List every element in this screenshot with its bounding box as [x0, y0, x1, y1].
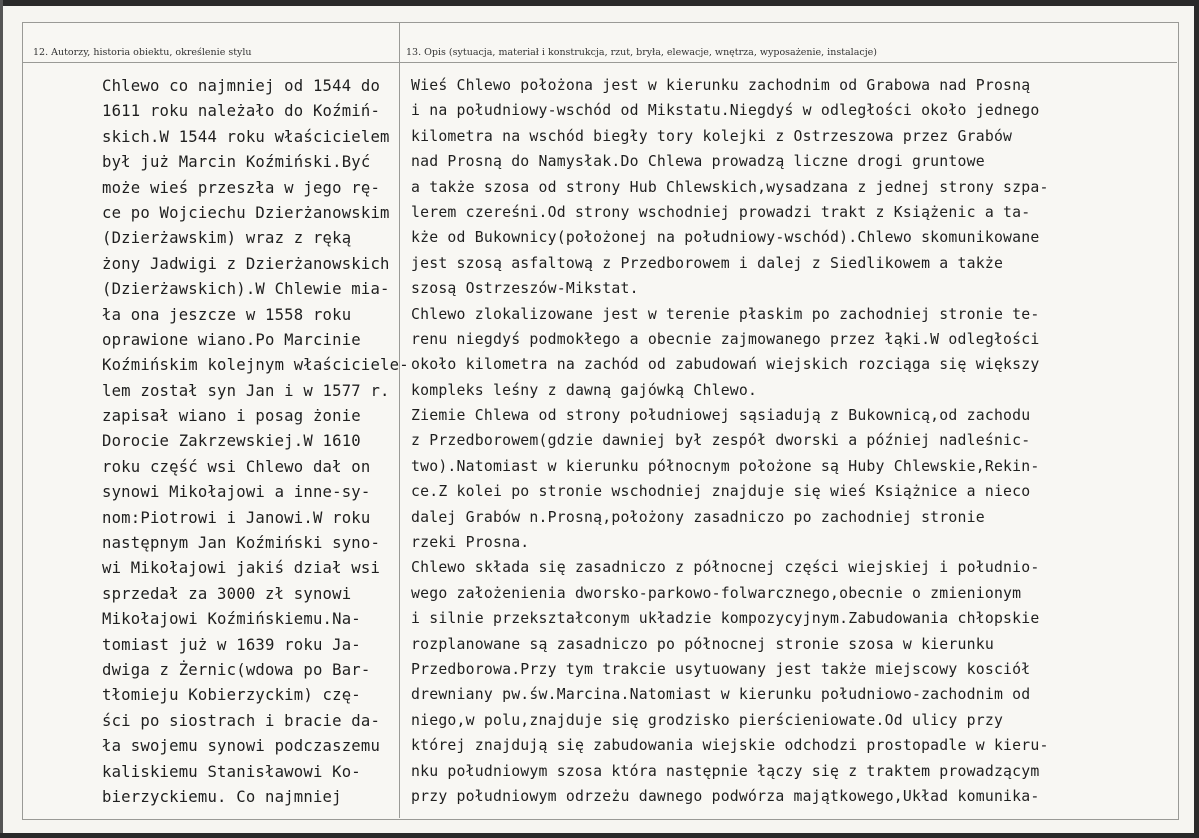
text-line: wi Mikołajowi jakiś dział wsi [102, 559, 381, 578]
text-line: Mikołajowi Koźmińskiemu.Na- [102, 610, 361, 629]
scan-edge-left [0, 0, 3, 838]
text-line: nad Prosną do Namysłak.Do Chlewa prowadzą liczne drogi gruntowe [411, 153, 985, 171]
text-line: Przedborowa.Przy tym trakcie usytuowany jest także miejscowy kosciół [411, 660, 1031, 678]
text-line: może wieś przeszła w jego rę- [102, 178, 381, 197]
text-line: sprzedał za 3000 zł synowi [102, 584, 352, 603]
text-line: oprawione wiano.Po Marcinie [102, 330, 361, 349]
text-line: Koźmińskim kolejnym właściciele- [102, 356, 409, 375]
text-line: kże od Bukownicy(położonej na południowy-wschód).Chlewo skomunikowane [411, 229, 1040, 247]
text-line: szosą Ostrzeszów-Mikstat. [411, 280, 639, 298]
text-line: a także szosa od strony Hub Chlewskich,wysadzana z jednej strony szpa- [411, 178, 1049, 196]
text-line: tomiast już w 1639 roku Ja- [102, 635, 361, 654]
text-line: ła swojemu synowi podczaszemu [102, 737, 381, 756]
text-line: Wieś Chlewo położona jest w kierunku zachodnim od Grabowa nad Prosną [411, 77, 1031, 94]
header-divider [22, 62, 1177, 63]
text-line: przy południowym odrzeżu dawnego podwórza majątkowego,Układ komunika- [411, 787, 1040, 805]
text-line: bierzyckiemu. Co najmniej [102, 787, 342, 806]
text-line: skich.W 1544 roku właścicielem [102, 127, 390, 146]
text-line: niego,w polu,znajduje się grodzisko pierścieniowate.Od ulicy przy [411, 711, 1004, 729]
text-line: Ziemie Chlewa od strony południowej sąsiadują z Bukownicą,od zachodu [411, 407, 1031, 425]
text-line: Chlewo co najmniej od 1544 do [102, 77, 381, 95]
text-line: synowi Mikołajowi a inne-sy- [102, 483, 371, 502]
text-line: około kilometra na zachód od zabudowań wiejskich rozciąga się większy [411, 356, 1040, 374]
text-line: której znajdują się zabudowania wiejskie odchodzi prostopadle w kieru- [411, 737, 1049, 755]
text-line: rzeki Prosna. [411, 534, 530, 552]
text-line: dwiga z Żernic(wdowa po Bar- [102, 660, 371, 679]
text-line: ła ona jeszcze w 1558 roku [102, 305, 352, 324]
text-line: kaliskiemu Stanisławowi Ko- [102, 762, 361, 781]
text-line: żony Jadwigi z Dzierżanowskich [102, 254, 390, 273]
text-line: roku część wsi Chlewo dał on [102, 457, 371, 476]
text-line: Dorocie Zakrzewskiej.W 1610 [102, 432, 361, 451]
text-line: ce po Wojciechu Dzierżanowskim [102, 203, 390, 222]
text-line: z Przedborowem(gdzie dawniej był zespół dworski a później nadleśnic- [411, 432, 1031, 450]
text-line: ce.Z kolei po stronie wschodniej znajduje się wieś Książnice a nieco [411, 483, 1031, 501]
text-line: ści po siostrach i bracie da- [102, 711, 381, 730]
scan-edge-top [0, 0, 1199, 6]
text-line: dalej Grabów n.Prosną,położony zasadniczo po zachodniej stronie [411, 508, 985, 526]
text-line: zapisał wiano i posag żonie [102, 407, 361, 426]
text-line: następnym Jan Koźmiński syno- [102, 534, 381, 553]
text-line: renu niegdyś podmokłego a obecnie zajmowanego przez łąki.W odległości [411, 330, 1040, 348]
history-text [102, 74, 409, 810]
section-12-header: 12. Autorzy, historia obiektu, określenie stylu [33, 47, 252, 58]
text-line: Chlewo zlokalizowane jest w terenie płaskim po zachodniej stronie te- [411, 305, 1040, 323]
text-line: i silnie przekształconym układzie kompozycyjnym.Zabudowania chłopskie [411, 610, 1040, 628]
text-line: tłomieju Kobierzyckim) czę- [102, 686, 361, 705]
text-line: two).Natomiast w kierunku północnym położone są Huby Chlewskie,Rekin- [411, 457, 1040, 475]
text-line: Chlewo składa się zasadniczo z północnej części wiejskiej i południo- [411, 559, 1040, 577]
text-line: był już Marcin Koźmiński.Być [102, 153, 371, 172]
text-line: nom:Piotrowi i Janowi.W roku [102, 508, 371, 527]
text-line: nku południowym szosa która następnie łączy się z traktem prowadzącym [411, 762, 1040, 780]
text-line: rozplanowane są zasadniczo po północnej stronie szosa w kierunku [411, 635, 994, 653]
text-line: i na południowy-wschód od Mikstatu.Niegdyś w odległości około jednego [411, 102, 1040, 120]
scan-edge-bottom [0, 833, 1199, 838]
section-13-header: 13. Opis (sytuacja, materiał i konstrukcja, rzut, bryła, elewacje, wnętrza, wyposażenie, instalacje) [406, 47, 877, 58]
text-line: drewniany pw.św.Marcina.Natomiast w kierunku południowo-zachodnim od [411, 686, 1031, 704]
text-line: 1611 roku należało do Koźmiń- [102, 102, 381, 121]
text-line: (Dzierżawskich).W Chlewie mia- [102, 280, 390, 299]
text-line: jest szosą asfaltową z Przedborowem i dalej z Siedlikowem a także [411, 254, 1004, 272]
text-line: kilometra na wschód biegły tory kolejki z Ostrzeszowa przez Grabów [411, 127, 1013, 145]
text-line: wego założenienia dworsko-parkowo-folwarcznego,obecnie o zmienionym [411, 584, 1022, 602]
text-line: (Dzierżawskim) wraz z ręką [102, 229, 352, 248]
text-line: kompleks leśny z dawną gajówką Chlewo. [411, 381, 758, 399]
scan-edge-right [1194, 0, 1199, 838]
text-line: lerem czereśni.Od strony wschodniej prowadzi trakt z Książenic a ta- [411, 203, 1031, 221]
text-line: lem został syn Jan i w 1577 r. [102, 381, 390, 400]
description-text [411, 73, 1049, 809]
